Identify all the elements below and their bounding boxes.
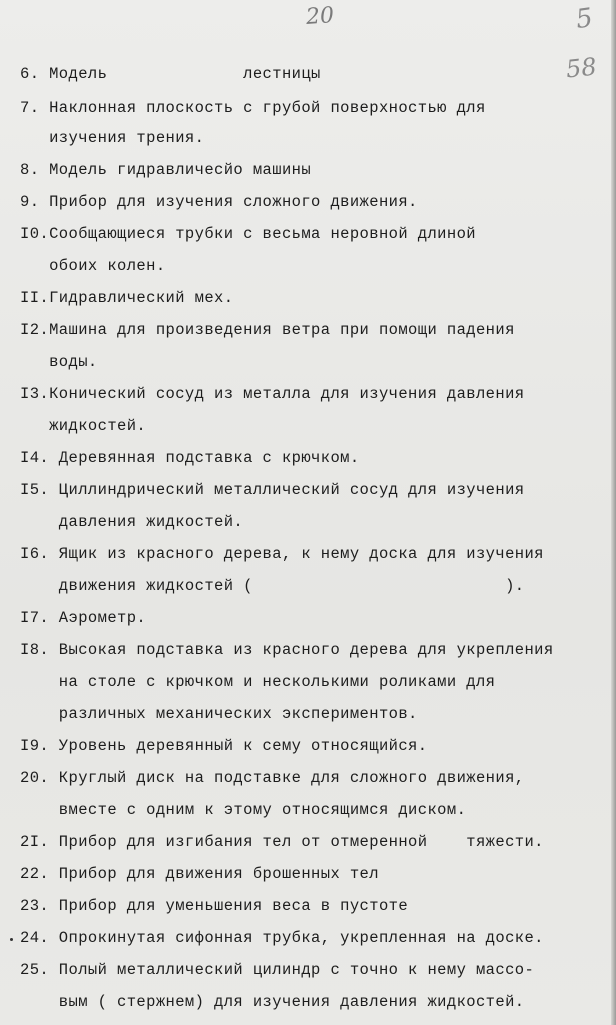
text-line: I4. Деревянная подставка с крючком.	[20, 449, 360, 467]
text-line: I6. Ящик из красного дерева, к нему доска для изучения	[20, 545, 544, 563]
margin-dot-mark	[10, 938, 13, 941]
text-line: 25. Полый металлический цилиндр с точно к нему массо-	[20, 961, 535, 979]
text-line: I8. Высокая подставка из красного дерева для укрепления	[20, 641, 554, 659]
text-line: жидкостей.	[20, 417, 147, 435]
text-line: давления жидкостей.	[20, 513, 244, 531]
text-line: I2.Машина для произведения ветра при помощи падения	[20, 321, 515, 339]
text-line: I0.Сообщающиеся трубки с весьма неровной длиной	[20, 225, 476, 243]
text-line: II.Гидравлический мех.	[20, 289, 234, 307]
text-line: 7. Наклонная плоскость с грубой поверхностью для	[20, 99, 486, 117]
text-line: 22. Прибор для движения брошенных тел	[20, 865, 379, 883]
archive-mark-bottom: 58	[564, 52, 598, 84]
text-line: вым ( стержнем) для изучения давления жидкостей.	[20, 993, 525, 1011]
text-line: воды.	[20, 353, 98, 371]
page-number: 20	[305, 3, 335, 30]
text-line: 6. Модель лестницы	[20, 65, 321, 83]
text-line: 24. Опрокинутая сифонная трубка, укрепленная на доске.	[20, 929, 544, 947]
text-line: изучения трения.	[20, 129, 205, 147]
text-line: 20. Круглый диск на подставке для сложного движения,	[20, 769, 525, 787]
text-line: 23. Прибор для уменьшения веса в пустоте	[20, 897, 409, 915]
text-line: 9. Прибор для изучения сложного движения.	[20, 193, 418, 211]
text-line: вместе с одним к этому относящимся диском.	[20, 801, 467, 819]
text-line: I5. Циллиндрический металлический сосуд для изучения	[20, 481, 525, 499]
text-line: I9. Уровень деревянный к сему относящийся.	[20, 737, 428, 755]
text-line: обоих колен.	[20, 257, 166, 275]
text-line: различных механических экспериментов.	[20, 705, 418, 723]
text-line: на столе с крючком и несколькими роликами для	[20, 673, 496, 691]
text-line: движения жидкостей ( ).	[20, 577, 525, 595]
archive-mark-top: 5	[573, 2, 595, 36]
text-line: 8. Модель гидравличесйо машины	[20, 161, 312, 179]
text-line: I7. Аэрометр.	[20, 609, 147, 627]
text-line: I3.Конический сосуд из металла для изучения давления	[20, 385, 525, 403]
text-line: 2I. Прибор для изгибания тел от отмеренной тяжести.	[20, 833, 544, 851]
page-edge-shadow	[611, 0, 616, 1025]
